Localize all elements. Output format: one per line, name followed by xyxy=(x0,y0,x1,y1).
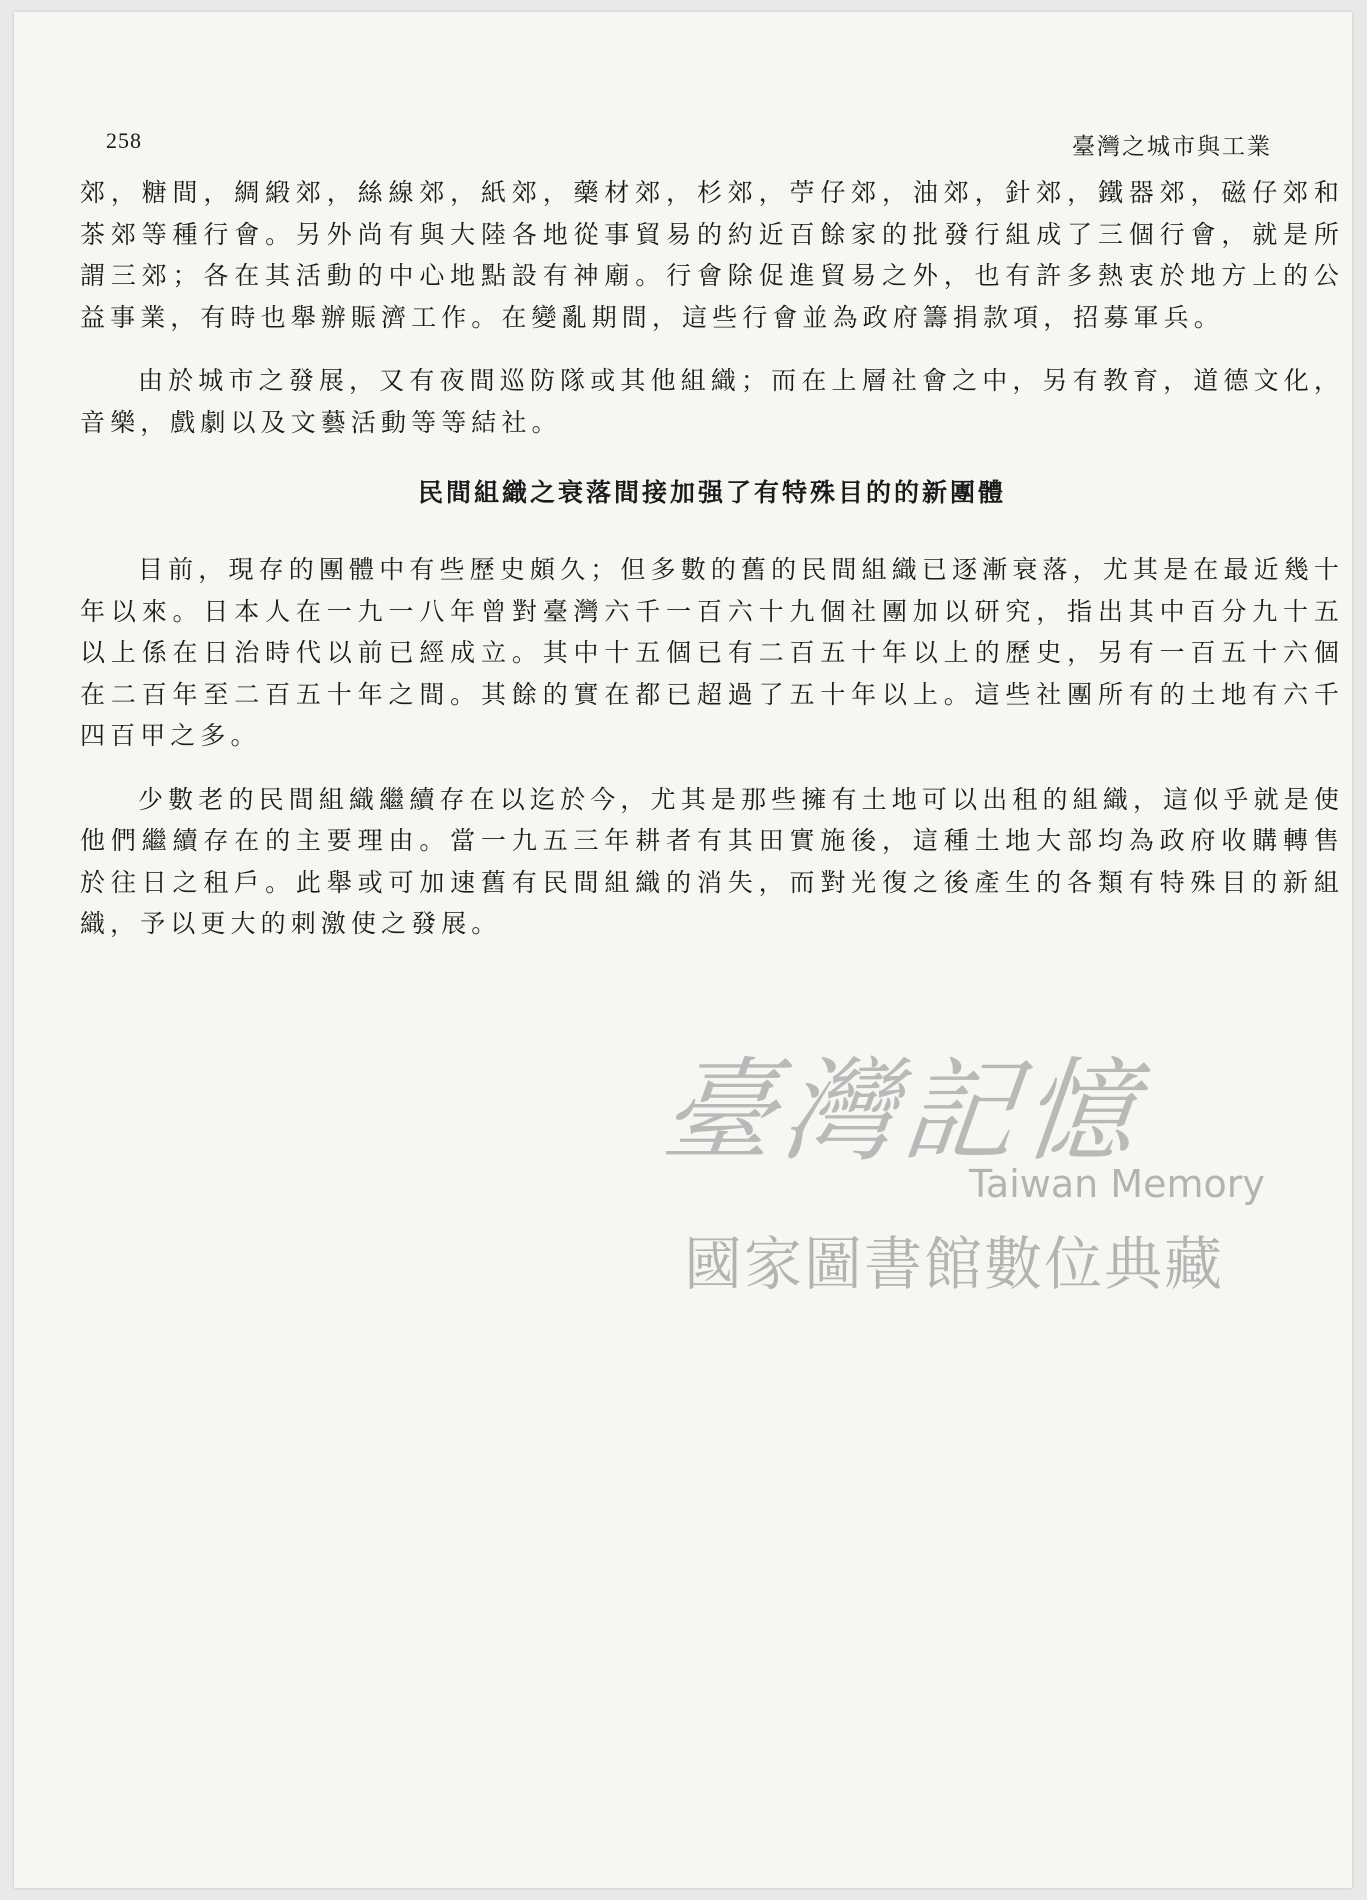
page-number: 258 xyxy=(106,128,142,153)
watermark-calligraphy: 臺灣記憶 xyxy=(656,1047,1150,1177)
page-header xyxy=(94,128,1272,162)
paragraph-land-reform: 少數老的民間組織繼續存在以迄於今，尤其是那些擁有土地可以出租的組織，這似乎就是使他們繼續存在的主要理由。當一九五三年耕者有其田實施後，這種土地大部均為政府收購轉售於往日之租戶。此舉或可加速舊有民間組織的消失，而對光復之後產生的各類有特殊目的新組織，予以更大的刺激使之發展。 xyxy=(80,784,1344,938)
paragraph-urban-associations: 由於城市之發展，又有夜間巡防隊或其他組織；而在上層社會之中，另有教育，道德文化，音樂，戲劇以及文藝活動等等結社。 xyxy=(80,366,1344,437)
document-page xyxy=(14,12,1352,1888)
running-title: 臺灣之城市與工業 xyxy=(1072,134,1272,160)
paragraph-decline: 目前，現存的團體中有些歷史頗久；但多數的舊的民間組織已逐漸衰落，尤其是在最近幾十年以來。日本人在一九一八年曾對臺灣六千一百六十九個社團加以研究，指出其中百分九十五以上係在日治時代以前已經成立。其中十五個已有二百五十年以上的歷史，另有一百五十六個在二百年至二百五十年之間。其餘的實在都已超過了五十年以上。這些社團所有的土地有六千四百甲之多。 xyxy=(80,555,1344,750)
body-text xyxy=(80,172,1344,967)
taiwan-memory-watermark xyxy=(656,1022,1304,1298)
section-heading: 民間組織之衰落間接加强了有特殊目的的新團體 xyxy=(417,478,1006,507)
watermark-latin-text: Taiwan Memory xyxy=(969,1162,1265,1206)
paragraph-guilds-continued: 郊，糖間，綢緞郊，絲線郊，紙郊，藥材郊，杉郊，苧仔郊，油郊，針郊，鐵器郊，磁仔郊和茶郊等種行會。另外尚有與大陸各地從事貿易的約近百餘家的批發行組成了三個行會，就是所謂三郊；各在其活動的中心地點設有神廟。行會除促進貿易之外，也有許多熱衷於地方上的公益事業，有時也舉辦賑濟工作。在變亂期間，這些行會並為政府籌捐款項，招募軍兵。 xyxy=(80,178,1344,332)
watermark-institution: 國家圖書館數位典藏 xyxy=(684,1230,1225,1298)
